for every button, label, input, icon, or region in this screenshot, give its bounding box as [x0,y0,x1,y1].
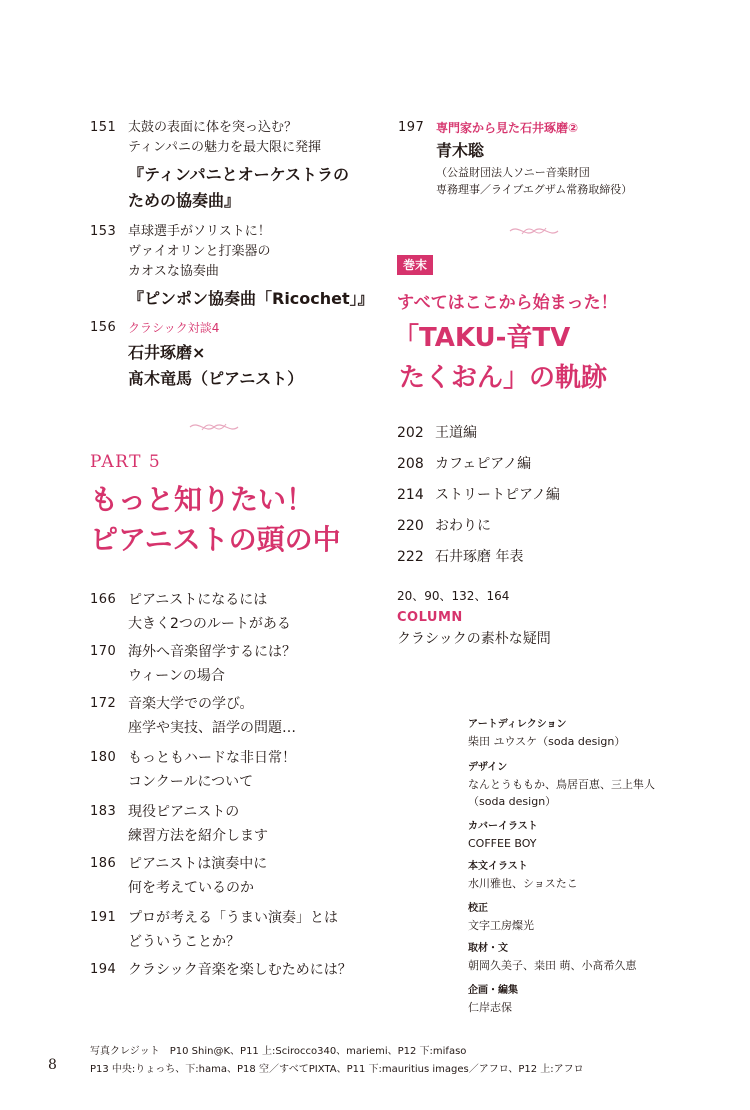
part-title-line: もっと知りたい！ [90,483,315,516]
page-number: 8 [48,1057,57,1073]
page-number: 222 [397,549,424,565]
credit-block [468,858,578,892]
entry-line: クラシック音楽を楽しむためには？ [128,962,352,978]
entry-line: 座学や実技、語学の問題… [128,720,296,736]
entry-title: 石井琢磨× [128,343,206,362]
entry-affiliation: 専務理事／ライブエグザム常務取締役） [436,183,633,196]
appendix-item-label: ストリートピアノ編 [435,487,560,503]
appendix-item-label: おわりに [435,518,491,534]
credit-role: 本文イラスト [468,861,528,872]
part-title [90,480,341,560]
appendix-subtitle: すべてはここから始まった！ [397,293,618,313]
appendix-item-220 [397,516,491,536]
entry-line: 海外へ音楽留学するには？ [128,644,296,660]
entry-line: ウィーンの場合 [128,668,225,684]
credit-name: COFFEE BOY [468,837,537,850]
page-number: 214 [397,487,424,503]
flourish-ornament [508,222,560,240]
appendix-badge: 巻末 [397,255,433,275]
credit-name: なんとうももか、鳥居百恵、三上隼人 [468,778,655,791]
appendix-item-label: 石井琢磨 年表 [435,549,524,565]
appendix-title [393,318,607,398]
photo-credit [90,1043,584,1079]
entry-line: 練習方法を紹介します [128,828,268,844]
page-number: 202 [397,425,424,441]
entry-line: 現役ピアニストの [128,804,240,820]
entry-affiliation: （公益財団法人ソニー音楽財団 [436,166,590,179]
appendix-item-208 [397,454,531,474]
entry-line: 大きく2つのルートがある [128,616,291,632]
entry-line: もっともハードな非日常！ [128,750,296,766]
page-number: 180 [90,750,117,765]
credit-name: 文字工房燦光 [468,919,534,932]
entry-line: コンクールについて [128,774,254,790]
credit-role: カバーイラスト [468,821,538,832]
column-pages: 20、90、132、164 [397,589,510,603]
credit-role: デザイン [468,762,508,773]
column-label: COLUMN [397,610,463,625]
credit-block [468,900,534,934]
page-number: 220 [397,518,424,534]
credit-block [468,716,625,750]
part-label: PART 5 [90,452,162,472]
page-number: 170 [90,644,117,659]
credit-name: 仁岸志保 [468,1001,512,1014]
credit-role: 取材・文 [468,943,508,954]
entry-line: カオスな協奏曲 [128,264,219,279]
appendix-title-line: たくおん」の軌跡 [399,363,608,393]
page-number: 172 [90,696,117,711]
page-number-197: 197 [398,120,425,135]
page-number: 208 [397,456,424,472]
entry-label: クラシック対談4 [128,321,220,335]
appendix-item-214 [397,485,560,505]
entry-title: 『ティンパニとオーケストラの [128,165,349,184]
credit-role: 企画・編集 [468,985,518,996]
entry-line: 音楽大学での学び。 [128,696,254,712]
part-title-line: ピアニストの頭の中 [90,523,341,556]
entry-title: 髙木竜馬（ピアニスト） [128,369,304,388]
entry-line: 卓球選手がソリストに！ [128,224,271,239]
page-number-156: 156 [90,320,117,335]
entry-line: どういうことか？ [128,934,240,950]
photo-credit-line: P13 中央:りょっち、下:hama、P18 空／すべてPIXTA、P11 下:mauritius images／アフロ、P12 上:アフロ [90,1064,584,1075]
page-number: 183 [90,804,117,819]
credit-block [468,982,518,1016]
entry-line: プロが考える「うまい演奏」とは [128,910,338,926]
entry-label: 専門家から見た石井琢磨② [436,121,579,135]
entry-title: ための協奏曲』 [128,191,241,210]
entry-title: 『ピンポン協奏曲「Ricochet」』 [128,289,374,308]
entry-line: 何を考えているのか [128,880,254,896]
appendix-item-label: カフェピアノ編 [435,456,532,472]
credit-name: 朝岡久美子、桒田 萌、小髙希久恵 [468,959,637,972]
page-number-151: 151 [90,120,117,135]
page-number-153: 153 [90,224,117,239]
entry-line: ピアニストは演奏中に [128,856,268,872]
credit-role: 校正 [468,903,488,914]
credit-block [468,818,538,852]
credit-block [468,940,637,974]
entry-line: ヴァイオリンと打楽器の [128,244,271,259]
credit-block [468,759,655,810]
credit-name: 水川雅也、ショスたこ [468,877,578,890]
entry-title: 青木聡 [436,141,485,160]
flourish-ornament [188,418,240,436]
page-number: 194 [90,962,117,977]
credit-name: 柴田 ユウスケ（soda design） [468,735,626,748]
page-number: 166 [90,592,117,607]
entry-line: 太鼓の表面に体を突っ込む？ [128,120,298,135]
entry-line: ティンパニの魅力を最大限に発揮 [128,140,322,155]
photo-credit-line: 写真クレジット P10 Shin@K、P11 上:Scirocco340、mariemi、P12 下:mifaso [90,1046,467,1057]
page-number: 191 [90,910,117,925]
appendix-item-label: 王道編 [435,425,477,441]
appendix-item-222 [397,547,523,567]
page-number: 186 [90,856,117,871]
credit-name: （soda design） [468,795,557,808]
credit-role: アートディレクション [468,719,567,730]
column-title: クラシックの素朴な疑問 [397,631,551,647]
entry-line: ピアニストになるには [128,592,268,608]
appendix-title-line: 「TAKU-音TV [393,323,571,353]
appendix-item-202 [397,423,477,443]
